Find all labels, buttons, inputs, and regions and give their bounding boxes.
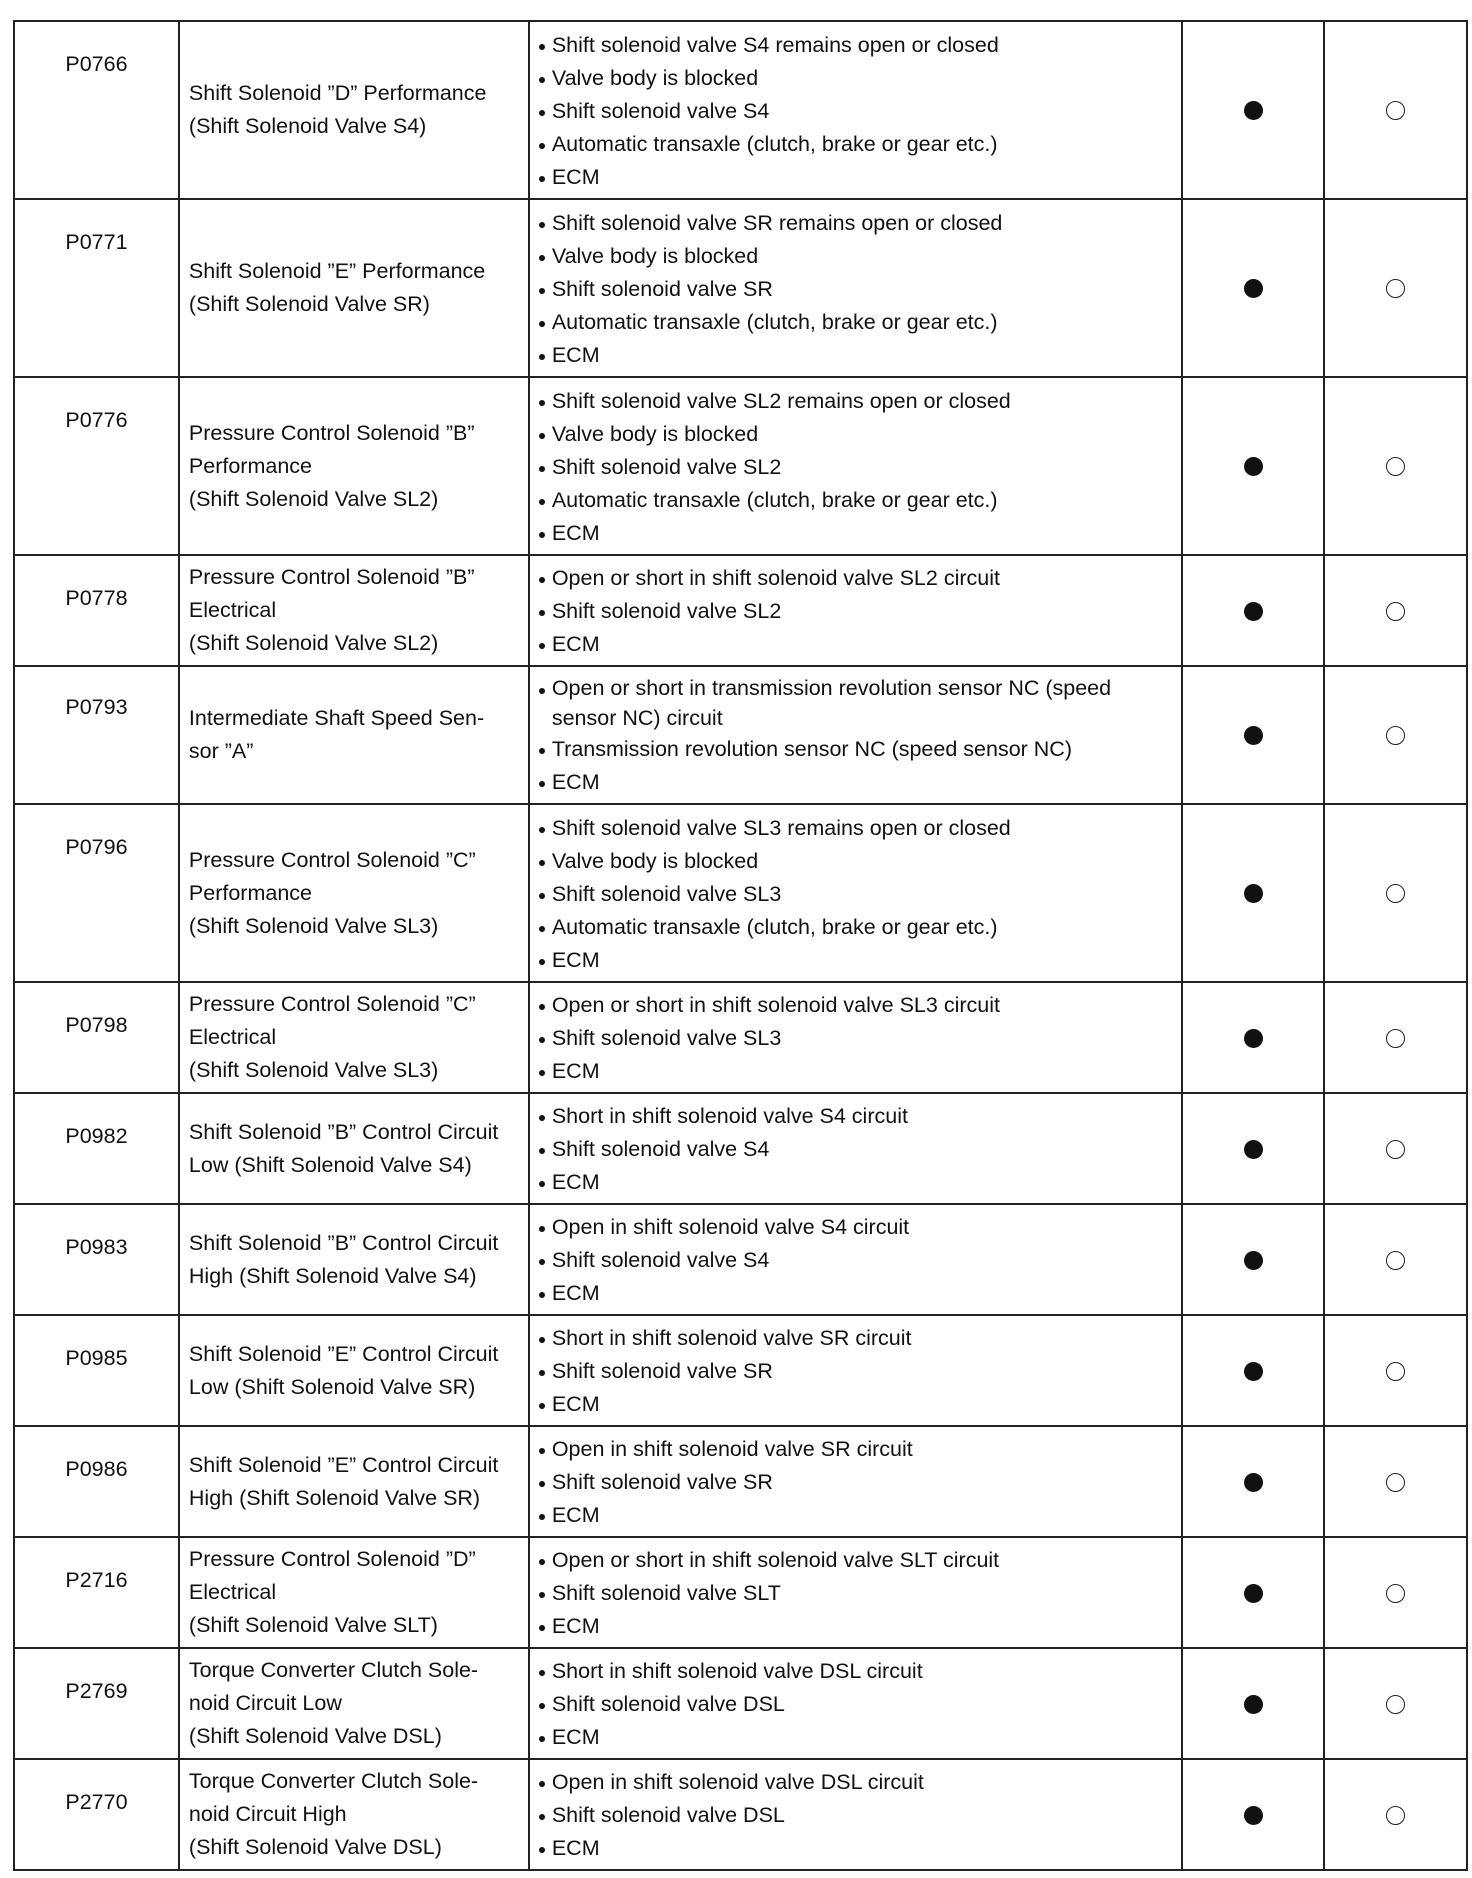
table-row [14,982,1467,1093]
trouble-area [529,1426,1183,1537]
detection-item-line: (Shift Solenoid Valve SR) [188,292,430,316]
memory-cell [1324,21,1467,199]
trouble-area-item: Valve body is blocked [538,418,1172,451]
detection-item-line: Shift Solenoid ”E” Performance [188,259,486,283]
mil-cell [1182,1093,1324,1204]
trouble-area-item: Shift solenoid valve SL3 [538,878,1172,911]
detection-item-line: Electrical [188,1025,277,1049]
filled-circle-icon [1244,884,1263,903]
detection-item [179,377,529,555]
trouble-area-item: Open in shift solenoid valve DSL circuit [538,1766,1172,1799]
trouble-area-list [538,207,1172,372]
table-row [14,1759,1467,1870]
detection-item [179,199,529,377]
trouble-area [529,1093,1183,1204]
trouble-area-list [538,673,1172,799]
table-row [14,1204,1467,1315]
trouble-area-item: Shift solenoid valve SL2 [538,595,1172,628]
trouble-area [529,1648,1183,1759]
trouble-area-item: Short in shift solenoid valve DSL circuit [538,1655,1172,1688]
memory-cell [1324,199,1467,377]
memory-cell [1324,1426,1467,1537]
open-circle-icon [1386,457,1405,476]
dtc-code: P0793 [14,666,179,804]
trouble-area [529,21,1183,199]
detection-item-line: Low (Shift Solenoid Valve SR) [188,1374,476,1399]
detection-item-line: (Shift Solenoid Valve SL3) [188,1058,439,1082]
trouble-area-item: Shift solenoid valve DSL [538,1688,1172,1721]
detection-item-line: sor ”A” [188,739,254,763]
mil-cell [1182,1759,1324,1870]
trouble-area [529,1759,1183,1870]
open-circle-icon [1386,1695,1405,1714]
dtc-table-body [14,21,1467,1870]
detection-item-line: Shift Solenoid ”B” Control Circuit [188,1230,499,1255]
trouble-area [529,1315,1183,1426]
trouble-area-item: Shift solenoid valve SL3 remains open or closed [538,812,1172,845]
filled-circle-icon [1244,101,1263,120]
filled-circle-icon [1244,1695,1263,1714]
dtc-code: P0776 [14,377,179,555]
trouble-area-list [538,1544,1172,1643]
mil-cell [1182,1315,1324,1426]
dtc-code: P0771 [14,199,179,377]
mil-cell [1182,666,1324,804]
trouble-area [529,555,1183,666]
trouble-area-item: Transmission revolution sensor NC (speed sensor NC) [538,733,1172,766]
trouble-area-item: Shift solenoid valve SR remains open or closed [538,207,1172,240]
detection-item-line: Intermediate Shaft Speed Sen- [188,706,485,730]
dtc-code: P0796 [14,804,179,982]
trouble-area-list [538,1211,1172,1310]
trouble-area-item: Shift solenoid valve S4 [538,95,1172,128]
trouble-area-list [538,385,1172,550]
trouble-area-item: Automatic transaxle (clutch, brake or gear etc.) [538,484,1172,517]
dtc-code: P0778 [14,555,179,666]
detection-item-line: Electrical [188,1580,277,1604]
table-row [14,1648,1467,1759]
detection-item [179,1537,529,1648]
filled-circle-icon [1244,279,1263,298]
open-circle-icon [1386,279,1405,298]
mil-cell [1182,377,1324,555]
open-circle-icon [1386,1584,1405,1603]
trouble-area [529,982,1183,1093]
filled-circle-icon [1244,1806,1263,1825]
trouble-area-item: Shift solenoid valve SR [538,1466,1172,1499]
trouble-area [529,666,1183,804]
open-circle-icon [1386,1473,1405,1492]
filled-circle-icon [1244,1473,1263,1492]
detection-item-line: (Shift Solenoid Valve S4) [188,114,427,138]
trouble-area-item: Shift solenoid valve SL2 remains open or closed [538,385,1172,418]
detection-item-line: Pressure Control Solenoid ”C” [188,847,476,872]
memory-cell [1324,377,1467,555]
detection-item-line: Pressure Control Solenoid ”B” [188,420,475,445]
mil-cell [1182,21,1324,199]
detection-item-line: Shift Solenoid ”B” Control Circuit [188,1119,499,1144]
trouble-area-item: Open in shift solenoid valve S4 circuit [538,1211,1172,1244]
table-row [14,804,1467,982]
dtc-code: P0983 [14,1204,179,1315]
trouble-area-item: Valve body is blocked [538,62,1172,95]
trouble-area-item: ECM [538,1832,1172,1865]
trouble-area-item: Valve body is blocked [538,240,1172,273]
trouble-area-item: Automatic transaxle (clutch, brake or gear etc.) [538,911,1172,944]
memory-cell [1324,1093,1467,1204]
trouble-area-item: Shift solenoid valve DSL [538,1799,1172,1832]
trouble-area-item: ECM [538,628,1172,661]
dtc-code: P0982 [14,1093,179,1204]
detection-item-line: noid Circuit High [188,1802,347,1826]
trouble-area-item: Open or short in transmission revolution sensor NC (speed sensor NC) circuit [538,673,1172,733]
trouble-area-item: Open or short in shift solenoid valve SL2 circuit [538,562,1172,595]
table-row [14,21,1467,199]
detection-item [179,1426,529,1537]
detection-item-line: (Shift Solenoid Valve SLT) [188,1613,438,1637]
open-circle-icon [1386,1140,1405,1159]
memory-cell [1324,1759,1467,1870]
trouble-area [529,804,1183,982]
memory-cell [1324,666,1467,804]
filled-circle-icon [1244,726,1263,745]
trouble-area-item: ECM [538,944,1172,977]
dtc-code: P2769 [14,1648,179,1759]
table-row [14,1093,1467,1204]
detection-item [179,21,529,199]
open-circle-icon [1386,1029,1405,1048]
open-circle-icon [1386,1362,1405,1381]
mil-cell [1182,804,1324,982]
table-row [14,555,1467,666]
detection-item-line: noid Circuit Low [188,1691,342,1715]
detection-item [179,555,529,666]
memory-cell [1324,555,1467,666]
dtc-code: P0985 [14,1315,179,1426]
trouble-area-item: ECM [538,339,1172,372]
table-row [14,1537,1467,1648]
detection-item-line: Torque Converter Clutch Sole- [188,1658,479,1682]
trouble-area-item: Shift solenoid valve SR [538,1355,1172,1388]
detection-item-line: (Shift Solenoid Valve SL2) [188,631,439,655]
trouble-area-item: ECM [538,1499,1172,1532]
table-row [14,377,1467,555]
trouble-area [529,1537,1183,1648]
trouble-area-list [538,812,1172,977]
open-circle-icon [1386,726,1405,745]
trouble-area [529,1204,1183,1315]
detection-item-line: (Shift Solenoid Valve DSL) [188,1724,442,1748]
trouble-area-item: Shift solenoid valve S4 [538,1244,1172,1277]
trouble-area-item: ECM [538,1388,1172,1421]
trouble-area-item: Shift solenoid valve SL3 [538,1022,1172,1055]
trouble-area-list [538,29,1172,194]
trouble-area-item: Valve body is blocked [538,845,1172,878]
detection-item-line: High (Shift Solenoid Valve SR) [188,1485,481,1510]
filled-circle-icon [1244,602,1263,621]
trouble-area-item: ECM [538,1721,1172,1754]
trouble-area-list [538,1433,1172,1532]
filled-circle-icon [1244,1029,1263,1048]
detection-item-line: Pressure Control Solenoid ”B” [188,565,475,589]
detection-item [179,1759,529,1870]
open-circle-icon [1386,602,1405,621]
mil-cell [1182,1426,1324,1537]
dtc-code: P0766 [14,21,179,199]
trouble-area-item: Automatic transaxle (clutch, brake or gear etc.) [538,306,1172,339]
detection-item-line: Shift Solenoid ”D” Performance [188,81,487,105]
detection-item [179,982,529,1093]
trouble-area-item: Shift solenoid valve SL2 [538,451,1172,484]
open-circle-icon [1386,1806,1405,1825]
filled-circle-icon [1244,1362,1263,1381]
mil-cell [1182,199,1324,377]
filled-circle-icon [1244,457,1263,476]
detection-item [179,1315,529,1426]
memory-cell [1324,804,1467,982]
trouble-area-list [538,989,1172,1088]
detection-item [179,1093,529,1204]
trouble-area [529,377,1183,555]
dtc-table [13,20,1468,1871]
trouble-area-item: Shift solenoid valve S4 remains open or closed [538,29,1172,62]
detection-item [179,666,529,804]
table-row [14,666,1467,804]
detection-item [179,1648,529,1759]
trouble-area-item: Automatic transaxle (clutch, brake or gear etc.) [538,128,1172,161]
detection-item-line: Pressure Control Solenoid ”C” [188,992,476,1016]
detection-item-line: Performance [188,453,312,478]
open-circle-icon [1386,884,1405,903]
filled-circle-icon [1244,1251,1263,1270]
trouble-area-item: ECM [538,1610,1172,1643]
detection-item-line: High (Shift Solenoid Valve S4) [188,1263,477,1288]
trouble-area-list [538,1655,1172,1754]
trouble-area-item: ECM [538,161,1172,194]
open-circle-icon [1386,1251,1405,1270]
detection-item-line: Shift Solenoid ”E” Control Circuit [188,1341,499,1366]
memory-cell [1324,982,1467,1093]
trouble-area-item: ECM [538,766,1172,799]
trouble-area-item: ECM [538,517,1172,550]
mil-cell [1182,1648,1324,1759]
trouble-area-item: Open or short in shift solenoid valve SL3 circuit [538,989,1172,1022]
detection-item-line: (Shift Solenoid Valve DSL) [188,1835,442,1859]
trouble-area-list [538,1766,1172,1865]
dtc-code: P2716 [14,1537,179,1648]
mil-cell [1182,1204,1324,1315]
trouble-area-list [538,562,1172,661]
detection-item-line: Low (Shift Solenoid Valve S4) [188,1152,472,1177]
mil-cell [1182,1537,1324,1648]
detection-item [179,1204,529,1315]
detection-item-line: Torque Converter Clutch Sole- [188,1769,479,1793]
mil-cell [1182,555,1324,666]
dtc-code: P2770 [14,1759,179,1870]
trouble-area-item: ECM [538,1055,1172,1088]
trouble-area-list [538,1100,1172,1199]
detection-item-line: Performance [188,880,312,905]
trouble-area-item: ECM [538,1166,1172,1199]
memory-cell [1324,1537,1467,1648]
trouble-area-item: Open or short in shift solenoid valve SLT circuit [538,1544,1172,1577]
trouble-area-item: Shift solenoid valve SR [538,273,1172,306]
filled-circle-icon [1244,1584,1263,1603]
table-row [14,199,1467,377]
detection-item-line: Shift Solenoid ”E” Control Circuit [188,1452,499,1477]
trouble-area [529,199,1183,377]
memory-cell [1324,1204,1467,1315]
trouble-area-item: Shift solenoid valve S4 [538,1133,1172,1166]
open-circle-icon [1386,101,1405,120]
memory-cell [1324,1648,1467,1759]
dtc-code: P0798 [14,982,179,1093]
memory-cell [1324,1315,1467,1426]
trouble-area-item: Short in shift solenoid valve S4 circuit [538,1100,1172,1133]
detection-item-line: (Shift Solenoid Valve SL3) [188,913,439,938]
mil-cell [1182,982,1324,1093]
filled-circle-icon [1244,1140,1263,1159]
trouble-area-item: Open in shift solenoid valve SR circuit [538,1433,1172,1466]
detection-item-line: (Shift Solenoid Valve SL2) [188,486,439,511]
trouble-area-list [538,1322,1172,1421]
detection-item [179,804,529,982]
detection-item-line: Pressure Control Solenoid ”D” [188,1547,476,1571]
dtc-code: P0986 [14,1426,179,1537]
trouble-area-item: ECM [538,1277,1172,1310]
trouble-area-item: Shift solenoid valve SLT [538,1577,1172,1610]
detection-item-line: Electrical [188,598,277,622]
table-row [14,1315,1467,1426]
table-row [14,1426,1467,1537]
trouble-area-item: Short in shift solenoid valve SR circuit [538,1322,1172,1355]
